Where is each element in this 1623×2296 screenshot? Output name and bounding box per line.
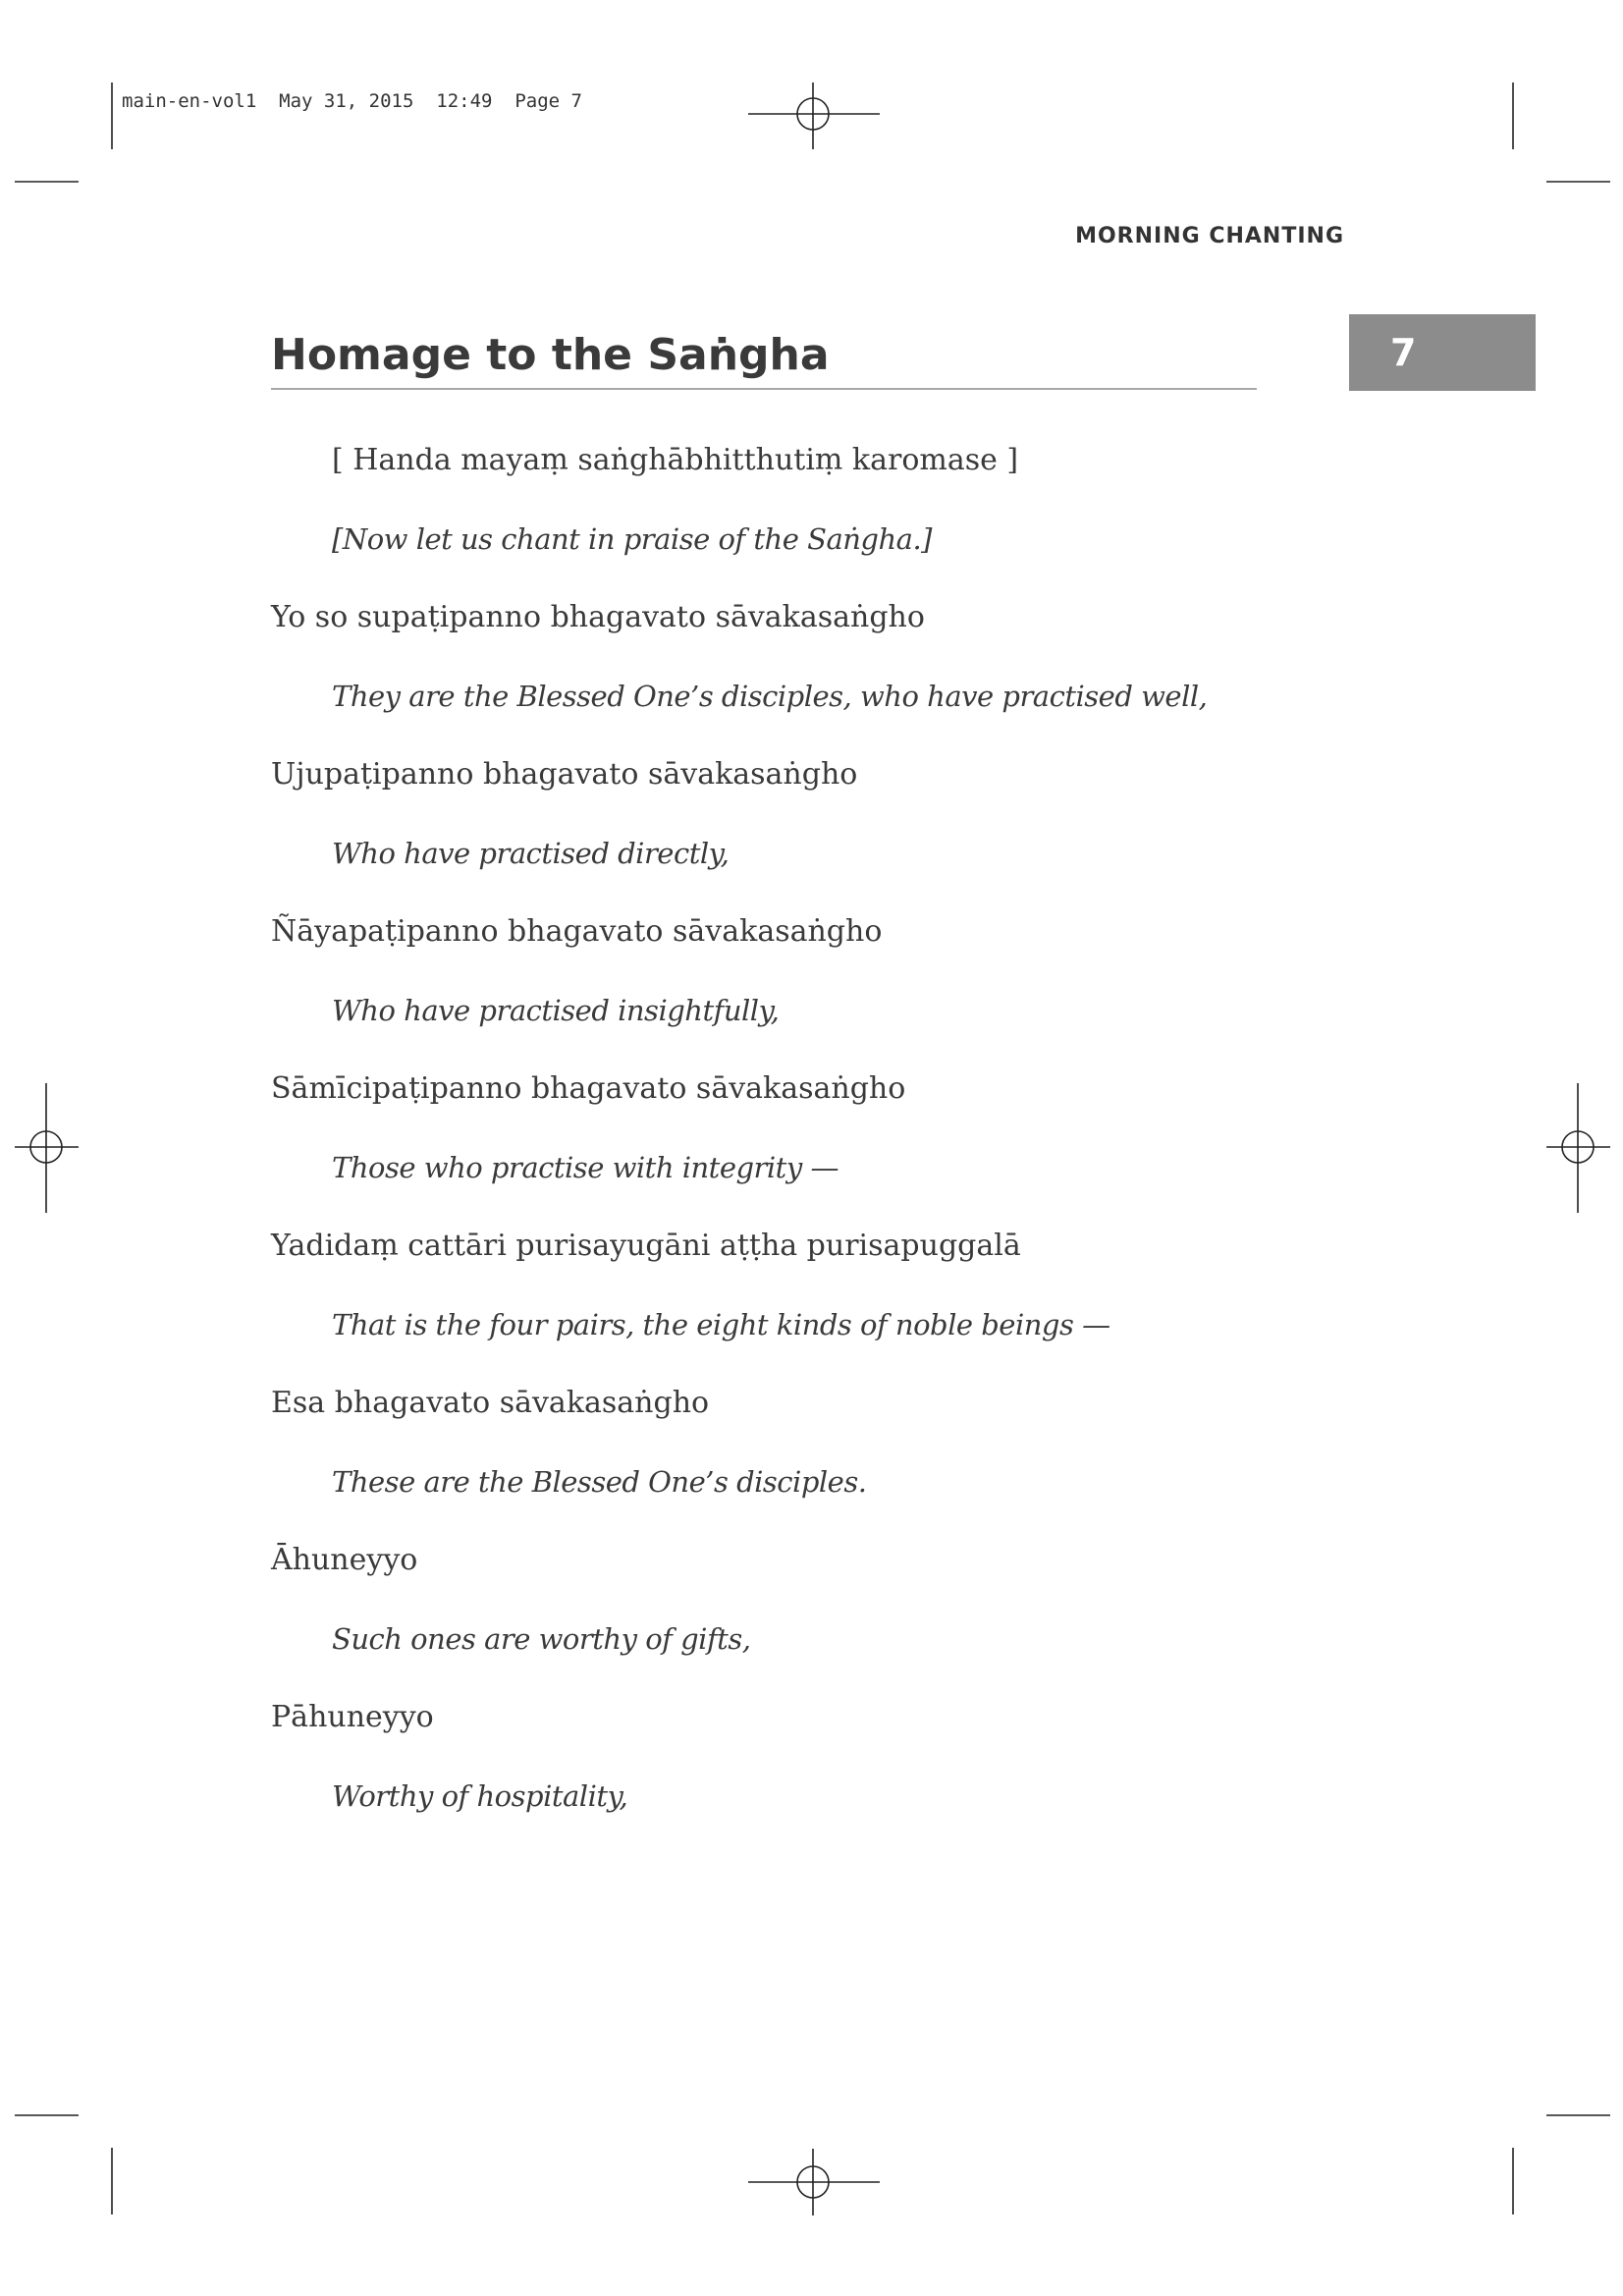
translation-line: Such ones are worthy of gifts, (332, 1622, 751, 1656)
chant-line: Yadidaṃ cattāri purisayugāni aṭṭha purisapuggalā (271, 1229, 1021, 1263)
chant-line: [ Handa mayaṃ saṅghābhitthutiṃ karomase ] (332, 443, 1019, 477)
chant-line: Sāmīcipaṭipanno bhagavato sāvakasaṅgho (271, 1071, 906, 1106)
chant-line: Pāhuneyyo (271, 1700, 434, 1734)
translation-line: [Now let us chant in praise of the Saṅgha.] (332, 522, 932, 556)
page-title: Homage to the Saṅgha (271, 330, 830, 380)
translation-line: These are the Blessed One’s disciples. (332, 1465, 867, 1499)
title-underline (271, 388, 1257, 390)
print-slug: main-en-vol1 May 31, 2015 12:49 Page 7 (122, 90, 582, 112)
translation-line: Who have practised directly, (332, 837, 730, 870)
translation-line: Worthy of hospitality, (332, 1779, 628, 1813)
translation-line: That is the four pairs, the eight kinds of noble beings — (332, 1308, 1110, 1341)
chant-body (271, 432, 1351, 1846)
chant-line: Ujupaṭipanno bhagavato sāvakasaṅgho (271, 757, 858, 792)
translation-line: Those who practise with integrity — (332, 1151, 839, 1184)
translation-line: They are the Blessed One’s disciples, who have practised well, (332, 680, 1208, 713)
chant-line: Ñāyapaṭipanno bhagavato sāvakasaṅgho (271, 914, 883, 949)
chant-line: Esa bhagavato sāvakasaṅgho (271, 1386, 710, 1420)
chant-line: Āhuneyyo (271, 1543, 418, 1577)
chant-line: Yo so supaṭipanno bhagavato sāvakasaṅgho (271, 600, 925, 634)
page-number-tab: 7 (1349, 314, 1536, 391)
running-head: MORNING CHANTING (1075, 224, 1344, 248)
translation-line: Who have practised insightfully, (332, 994, 780, 1027)
